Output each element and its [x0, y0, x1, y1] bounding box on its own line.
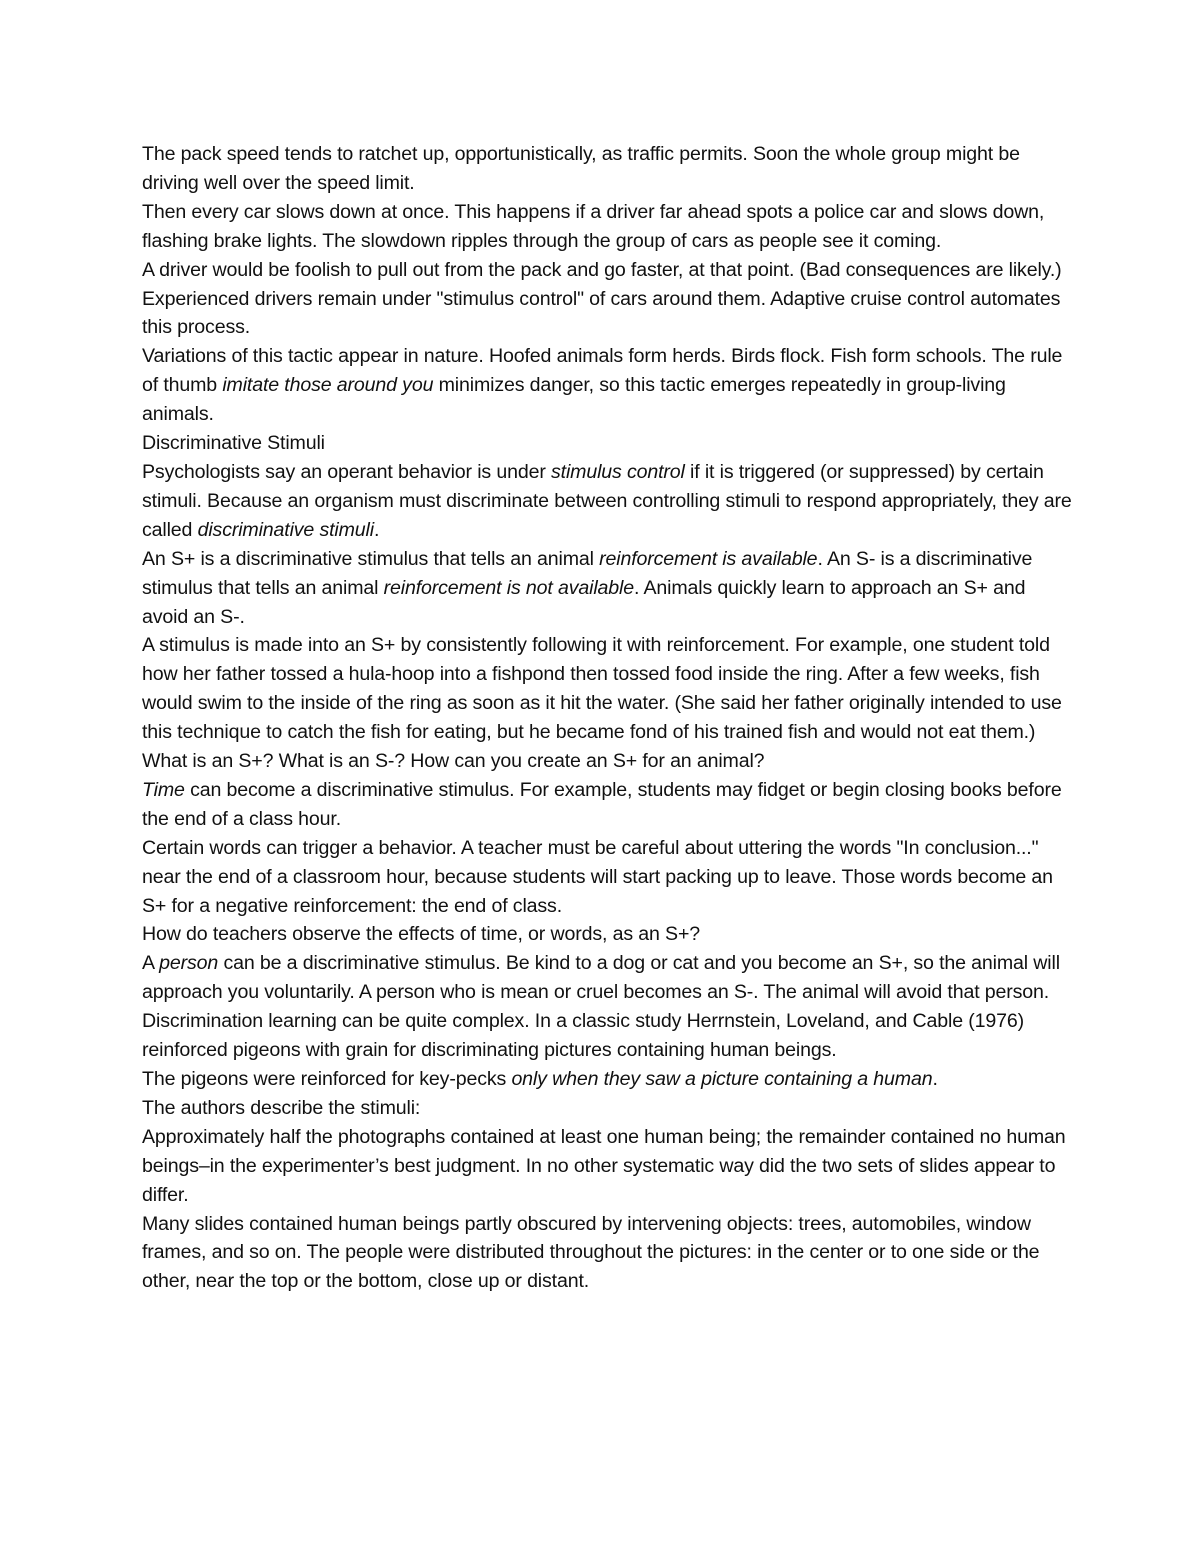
document-paragraph [142, 458, 1072, 545]
text-run: The pigeons were reinforced for key-pecks [142, 1068, 512, 1090]
document-paragraph [142, 747, 1072, 776]
document-paragraph [142, 256, 1072, 343]
text-run: Discriminative Stimuli [142, 432, 325, 455]
document-paragraph [142, 949, 1072, 1007]
text-run: How do teachers observe the effects of time, or words, as an S+? [142, 923, 701, 946]
text-run: . [373, 518, 380, 541]
italic-text-run: person [159, 952, 219, 975]
text-run: Certain words can trigger a behavior. A teacher must be careful about uttering the words "In conclusion..." near the end of a classroom hour, because students will start packing up to leave. Those words become an S+ for a negative reinforcement: the end of class. [142, 836, 1053, 917]
document-paragraph [142, 776, 1072, 834]
italic-text-run: imitate those around you [222, 374, 434, 397]
document-paragraph [142, 342, 1072, 429]
text-run: . Animals quickly learn to approach an S+ and avoid an S-. [142, 576, 1026, 628]
text-run: The authors describe the stimuli: [142, 1096, 421, 1119]
document-body [142, 140, 1072, 1296]
text-run: What is an S+? What is an S-? How can you create an S+ for an animal? [142, 750, 765, 773]
text-run: An S+ is a discriminative stimulus that tells an animal [142, 547, 600, 570]
document-paragraph [142, 140, 1072, 198]
text-run: The pack speed tends to ratchet up, opportunistically, as traffic permits. Soon the whole group might be driving well over the speed limit. [142, 143, 1020, 194]
italic-text-run: reinforcement is available [599, 547, 818, 570]
text-run: . An S- is a discriminative stimulus that tells an animal [142, 547, 1033, 599]
text-run: can become a discriminative stimulus. For example, students may fidget or begin closing books before the end of a class hour. [142, 778, 1062, 830]
document-paragraph [142, 631, 1072, 747]
document-paragraph [142, 429, 1072, 458]
document-paragraph [142, 1210, 1072, 1297]
text-run: A [142, 952, 160, 975]
text-run: . [932, 1068, 938, 1090]
text-run: A driver would be foolish to pull out from the pack and go faster, at that point. (Bad consequences are likely.) Experienced drivers remain under "stimulus control" of cars around them. Adaptive cruise control automates this process. [142, 258, 1062, 339]
document-paragraph [142, 1123, 1072, 1210]
document-paragraph [142, 834, 1072, 921]
text-run: Variations of this tactic appear in nature. Hoofed animals form herds. Birds flock. Fish form schools. The rule of thumb [142, 345, 1063, 397]
italic-text-run: discriminative stimuli [197, 518, 374, 541]
italic-text-run: reinforcement is not available [383, 576, 634, 599]
text-run: Approximately half the photographs contained at least one human being; the remainder contained no human beings–in the experimenter’s best judgment. In no other systematic way did the two sets of slides appear to differ. [142, 1125, 1066, 1206]
text-run: A stimulus is made into an S+ by consistently following it with reinforcement. For example, one student told how her father tossed a hula-hoop into a fishpond then tossed food inside the ring. After a few weeks, fish would swim to the inside of the ring as soon as it hit the water. (She said her father originally intended to use this technique to catch the fish for eating, but he became fond of his trained fish and would not eat them.) [142, 634, 1062, 744]
document-paragraph [142, 545, 1072, 632]
italic-text-run: stimulus control [551, 460, 685, 483]
text-run: Then every car slows down at once. This happens if a driver far ahead spots a police car and slows down, flashing brake lights. The slowdown ripples through the group of cars as people see it coming. [142, 200, 1045, 252]
document-paragraph [142, 1007, 1072, 1065]
text-run: Discrimination learning can be quite complex. In a classic study Herrnstein, Loveland, and Cable (1976) reinforced pigeons with grain for discriminating pictures containing human beings. [142, 1010, 1024, 1062]
text-run: can be a discriminative stimulus. Be kind to a dog or cat and you become an S+, so the animal will approach you voluntarily. A person who is mean or cruel becomes an S-. The animal will avoid that person. [142, 952, 1060, 1004]
text-run: if it is triggered (or suppressed) by certain stimuli. Because an organism must discriminate between controlling stimuli to respond appropriately, they are called [142, 460, 1072, 541]
text-run: Psychologists say an operant behavior is under [142, 460, 552, 483]
text-run: minimizes danger, so this tactic emerges repeatedly in group-living animals. [142, 374, 1006, 426]
document-paragraph [142, 1094, 1072, 1123]
document-paragraph [142, 920, 1072, 949]
italic-text-run: Time [142, 778, 185, 801]
document-paragraph [142, 198, 1072, 256]
text-run: Many slides contained human beings partly obscured by intervening objects: trees, automobiles, window frames, and so on. The people were distributed throughout the pictures: in the center or to one side or the other, near the top or the bottom, close up or distant. [142, 1212, 1040, 1293]
italic-text-run: only when they saw a picture containing a human [511, 1068, 933, 1090]
document-paragraph [142, 1065, 1072, 1094]
